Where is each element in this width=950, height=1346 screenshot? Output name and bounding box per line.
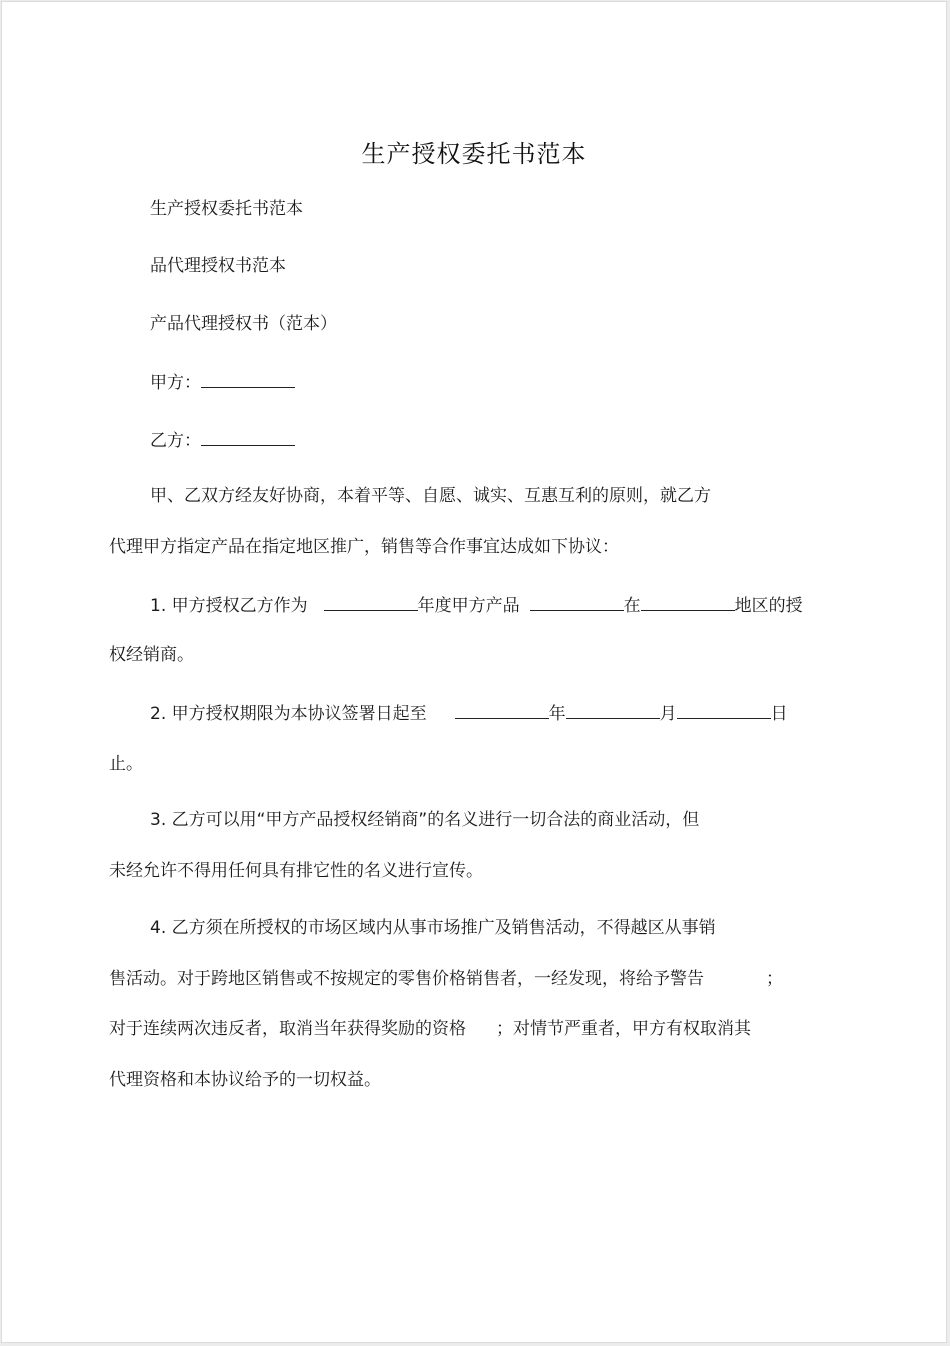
clause-4-text-b2: ； <box>766 969 783 989</box>
party-b-label: 乙方： <box>150 431 201 451</box>
clause-4-line-1: 4. 乙方须在所授权的市场区域内从事市场推广及销售活动，不得越区从事销 <box>150 918 716 938</box>
clause-3-line-1: 3. 乙方可以用“甲方产品授权经销商”的名义进行一切合法的商业活动，但 <box>150 810 700 830</box>
party-a-blank <box>201 369 295 388</box>
party-b-line <box>150 427 295 453</box>
clause-2-text-d: 日 <box>770 704 788 724</box>
clause-1-text-d: 地区的授 <box>734 596 803 616</box>
clause-2-blank-day <box>677 700 771 719</box>
clause-2-text-a: 2. 甲方授权期限为本协议签署日起至 <box>150 704 427 724</box>
party-b-blank <box>201 427 295 446</box>
clause-2-blank-year <box>455 700 549 719</box>
clause-2-text-c: 月 <box>659 704 677 724</box>
clause-4-line-3 <box>109 1017 751 1041</box>
clause-1-blank-year <box>324 592 418 611</box>
clause-1-blank-region <box>641 592 735 611</box>
clause-2-blank-month <box>566 700 660 719</box>
clause-4-text-c1: 对于连续两次违反者，取消当年获得奖励的资格 <box>109 1019 466 1039</box>
clause-1-text-a: 1. 甲方授权乙方作为 <box>150 596 308 616</box>
intro-line-1: 甲、乙双方经友好协商，本着平等、自愿、诚实、互惠互利的原则，就乙方 <box>150 486 711 506</box>
clause-4-text-c2: ；对情节严重者，甲方有权取消其 <box>496 1019 751 1039</box>
party-a-line <box>150 369 295 395</box>
clause-1-line-1 <box>150 592 803 618</box>
heading-line-3: 产品代理授权书（范本） <box>150 314 337 334</box>
intro-line-2: 代理甲方指定产品在指定地区推广，销售等合作事宜达成如下协议： <box>109 537 619 557</box>
heading-line-2: 品代理授权书范本 <box>150 256 286 276</box>
party-a-label: 甲方： <box>150 373 201 393</box>
clause-1-text-c: 在 <box>623 596 641 616</box>
clause-4-line-4: 代理资格和本协议给予的一切权益。 <box>109 1070 381 1090</box>
clause-1-line-2: 权经销商。 <box>109 645 194 665</box>
document-page <box>2 2 946 1342</box>
document-title: 生产授权委托书范本 <box>361 140 587 168</box>
clause-1-blank-product <box>530 592 624 611</box>
clause-3-line-2: 未经允许不得用任何具有排它性的名义进行宣传。 <box>109 861 483 881</box>
clause-2-line-1 <box>150 700 788 726</box>
heading-line-1: 生产授权委托书范本 <box>150 199 303 219</box>
clause-2-text-b: 年 <box>548 704 566 724</box>
clause-4-text-b1: 售活动。对于跨地区销售或不按规定的零售价格销售者，一经发现，将给予警告 <box>109 969 704 989</box>
clause-2-line-2: 止。 <box>109 754 143 774</box>
clause-4-line-2 <box>109 967 783 991</box>
clause-1-text-b: 年度甲方产品 <box>417 596 520 616</box>
